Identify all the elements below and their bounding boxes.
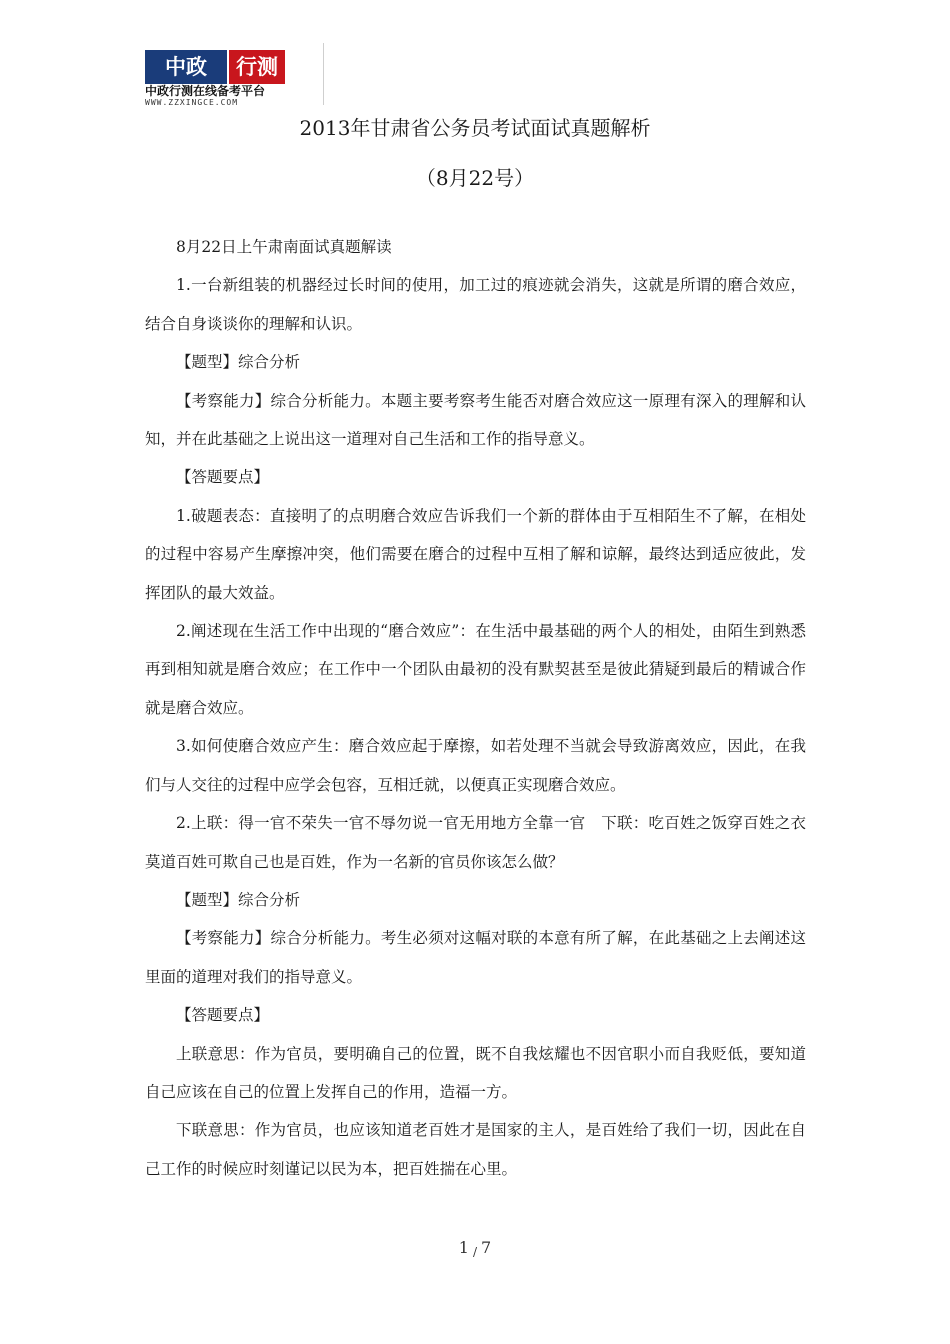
paragraph: 【答题要点】: [176, 1006, 270, 1025]
page-separator: /: [472, 1245, 478, 1259]
page-current: 1: [458, 1238, 469, 1257]
paragraph: 【题型】综合分析: [176, 353, 301, 372]
logo-badge-right: 行测: [229, 50, 285, 84]
paragraph: 【考察能力】综合分析能力。考生必须对这幅对联的本意有所了解，在此基础之上去阐述这里面的道理对我们的指导意义。: [145, 929, 806, 986]
paragraph: 【考察能力】综合分析能力。本题主要考察考生能否对磨合效应这一原理有深入的理解和认知，并在此基础之上说出这一道理对自己生活和工作的指导意义。: [145, 391, 806, 449]
paragraph: 8月22日上午肃南面试真题解读: [176, 238, 392, 256]
page-number: [0, 1238, 950, 1259]
logo-url: WWW.ZZXINGCE.COM: [145, 98, 239, 107]
logo: [143, 43, 324, 105]
document-subtitle: （8月22号）: [415, 166, 535, 190]
document-body: [145, 228, 806, 1188]
logo-badge-left: 中政: [145, 50, 227, 84]
paragraph: 2.阐述现在生活工作中出现的“磨合效应”：在生活中最基础的两个人的相处，由陌生到熟悉再到相知就是磨合效应；在工作中一个团队由最初的没有默契甚至是彼此猜疑到最后的精诚合作就是磨合效应。: [145, 622, 806, 717]
document-title: 2013年甘肃省公务员考试面试真题解析: [299, 116, 651, 140]
logo-tagline: 中政行测在线备考平台: [145, 84, 266, 98]
page-total: 7: [481, 1238, 492, 1257]
paragraph: 1.一台新组装的机器经过长时间的使用，加工过的痕迹就会消失，这就是所谓的磨合效应，结合自身谈谈你的理解和认识。: [145, 276, 806, 333]
paragraph: 2.上联：得一官不荣失一官不辱勿说一官无用地方全靠一官 下联：吃百姓之饭穿百姓之衣莫道百姓可欺自己也是百姓，作为一名新的官员你该怎么做？: [145, 814, 806, 871]
paragraph: 【答题要点】: [176, 468, 270, 487]
paragraph: 【题型】综合分析: [176, 890, 301, 909]
paragraph: 下联意思：作为官员，也应该知道老百姓才是国家的主人，是百姓给了我们一切，因此在自己工作的时候应时刻谨记以民为本，把百姓揣在心里。: [145, 1121, 806, 1178]
paragraph: 上联意思：作为官员，要明确自己的位置，既不自我炫耀也不因官职小而自我贬低，要知道自己应该在自己的位置上发挥自己的作用，造福一方。: [145, 1044, 806, 1101]
paragraph: 1.破题表态：直接明了的点明磨合效应告诉我们一个新的群体由于互相陌生不了解，在相处的过程中容易产生摩擦冲突，他们需要在磨合的过程中互相了解和谅解，最终达到适应彼此，发挥团队的最大效益。: [145, 506, 806, 602]
paragraph: 3.如何使磨合效应产生：磨合效应起于摩擦，如若处理不当就会导致游离效应，因此，在我们与人交往的过程中应学会包容，互相迁就，以便真正实现磨合效应。: [145, 737, 806, 794]
